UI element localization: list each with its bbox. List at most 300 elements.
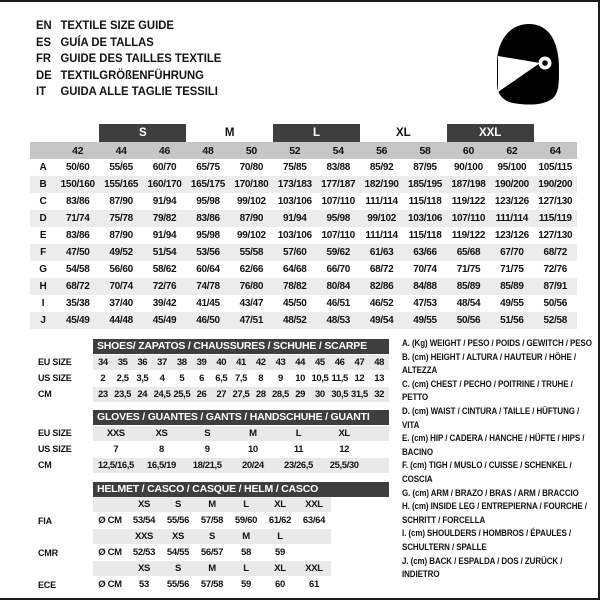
gloves-size-section [38, 410, 389, 473]
size-cell: 18/21,5 [192, 459, 222, 471]
helmet-size-band [93, 561, 331, 576]
measurement-cell: 41/45 [196, 298, 220, 309]
measurement-cell: 185/195 [408, 179, 443, 190]
size-cell: 9 [204, 443, 210, 455]
legend-item: G. (cm) ARM / BRAZO / BRAS / ARM / BRACCIO [402, 487, 579, 499]
size-cell: 7,5 [234, 372, 247, 384]
size-cell: 2,5 [116, 372, 129, 384]
measurement-cell: 87/90 [109, 230, 133, 241]
helmet-size-cell: 60 [275, 579, 285, 590]
measurement-cell: 65/75 [196, 162, 220, 173]
legend-item: I. (cm) SHOULDERS / HOMBROS / ÉPAULES / SCHULTERN / SPALLE [402, 528, 572, 553]
size-cell: 25,5 [173, 388, 191, 400]
helmet-logo-icon [492, 22, 564, 107]
helmet-size-label-row [38, 497, 389, 512]
helmet-size-cell: 53 [139, 579, 149, 590]
helmet-size-cell: 58 [241, 547, 251, 558]
language-title: GUIDA ALLE TAGLIE TESSILI [60, 84, 218, 99]
size-cell: 41 [236, 356, 246, 368]
size-cell: 32 [374, 388, 385, 400]
measurement-cell: 177/187 [321, 179, 356, 190]
helmet-size-label: XS [137, 499, 151, 510]
size-group-xl: XL [395, 127, 411, 139]
size-cell: 12,5/16,5 [97, 459, 134, 471]
size-cell: 25,5/30 [329, 459, 359, 471]
legend-item: J. (cm) BACK / ESPALDA / DOS / ZURÜCK / INDIETRO [402, 555, 563, 581]
row-letter: J [40, 315, 46, 326]
helmet-size-cell: 57/58 [200, 579, 224, 590]
row-label: US SIZE [38, 444, 72, 454]
helmet-size-label: XS [171, 531, 185, 542]
measurement-cell: 83/86 [196, 213, 220, 224]
language-line [36, 34, 221, 51]
language-header [36, 17, 221, 100]
legend-item: B. (cm) HEIGHT / ALTURA / HAUTEUR / HÖHE / ALTEZZA [402, 351, 576, 377]
language-code: FR [36, 51, 52, 66]
size-cell: 24,5 [153, 388, 171, 400]
size-col-header: 42 [72, 144, 84, 157]
measurement-cell: 68/72 [65, 281, 90, 292]
size-cell: 23/26,5 [284, 459, 313, 471]
measurement-cell: 115/119 [538, 213, 572, 224]
measurement-cell: 119/122 [451, 230, 486, 241]
size-cell: 36 [137, 356, 148, 368]
measurement-cell: 111/114 [495, 213, 529, 224]
measurement-cell: 84/88 [413, 281, 437, 292]
size-col-header: 50 [245, 144, 257, 157]
measurement-cell: 57/60 [283, 247, 307, 258]
measurement-cell: 87/90 [109, 196, 133, 207]
size-row [38, 457, 389, 473]
helmet-size-label: XXS [134, 531, 154, 542]
row-label: CM [38, 460, 52, 470]
measurement-cell: 45/49 [152, 315, 177, 326]
helmet-size-cell: 56/57 [200, 547, 224, 558]
measurement-cell: 190/200 [538, 179, 573, 190]
size-cell: 24 [137, 388, 148, 400]
size-cell: 39 [196, 356, 207, 368]
size-cell: 16,5/19 [147, 459, 176, 471]
measurement-cell: 55/58 [239, 247, 264, 258]
measurement-cell: 127/130 [538, 230, 573, 241]
helmet-size-cell: 57/58 [200, 515, 224, 526]
helmet-size-cell: 55/56 [166, 579, 190, 590]
row-letter: I [41, 298, 45, 309]
measurement-row [30, 244, 577, 261]
measurement-cell: 85/89 [456, 281, 481, 292]
row-letter: E [39, 230, 47, 241]
helmet-size-label-row [38, 529, 389, 544]
measurement-cell: 182/190 [364, 179, 399, 190]
helmet-size-cell: 53/54 [132, 515, 156, 526]
size-col-header: 52 [289, 144, 301, 157]
measurement-cell: 60/70 [152, 162, 177, 173]
row-cells [93, 371, 389, 386]
measurement-cell: 87/90 [239, 213, 264, 224]
measurement-cell: 37/40 [109, 298, 133, 309]
size-cell: 4 [159, 372, 165, 384]
measurement-cell: 49/55 [413, 315, 437, 326]
measurement-cell: 91/94 [283, 213, 307, 224]
size-header-row [30, 142, 577, 159]
size-cell: 28,5 [272, 388, 289, 400]
legend-item: H. (cm) INSIDE LEG / ENTREPIERNA / FOURCHE / SCHRITT / FORCELLA [402, 501, 587, 526]
language-title: TEXTILGRÖßENFÜHRUNG [60, 67, 204, 82]
helmet-size-cell: 52/53 [132, 547, 156, 558]
row-cells [93, 442, 367, 457]
textile-size-table [30, 123, 577, 329]
size-col-header: 62 [506, 144, 518, 157]
measurement-cell: 107/110 [321, 196, 355, 207]
measurement-row [30, 176, 577, 193]
measurement-cell: 85/92 [369, 162, 394, 173]
measurement-cell: 87/95 [413, 162, 437, 173]
measurement-cell: 99/102 [236, 196, 266, 207]
size-cell: 13 [374, 372, 385, 384]
size-cell: 8 [159, 443, 164, 455]
measurement-cell: 47/51 [239, 315, 264, 326]
measurement-cell: 107/110 [321, 230, 355, 241]
measurement-cell: 50/56 [456, 315, 481, 326]
measurement-cell: 47/50 [65, 247, 90, 258]
measurement-cell: 173/183 [277, 179, 312, 190]
row-letter: B [39, 179, 47, 190]
measurement-cell: 56/60 [109, 264, 133, 275]
measurement-cell: 95/98 [326, 213, 350, 224]
helmet-size-cell: 63/64 [302, 515, 326, 526]
measurement-row [30, 312, 577, 329]
row-letter: H [39, 281, 47, 292]
measurement-cell: 71/75 [500, 264, 524, 275]
size-cell: 34 [97, 356, 108, 368]
size-cell: 6 [199, 372, 204, 384]
size-cell: 42 [255, 356, 266, 368]
measurement-cell: 83/88 [326, 162, 350, 173]
row-cells [93, 387, 389, 402]
language-line [36, 50, 221, 67]
helmet-value-row [38, 576, 389, 593]
size-cell: 23,5 [114, 388, 132, 400]
helmet-size-label: M [208, 499, 216, 510]
measurement-cell: 155/165 [104, 179, 139, 190]
measurement-cell: 103/106 [277, 230, 312, 241]
helmet-size-label: M [208, 563, 216, 574]
measurement-cell: 187/198 [451, 179, 486, 190]
measurement-cell: 87/91 [543, 281, 568, 292]
size-col-header: 60 [462, 144, 474, 157]
measurement-cell: 59/62 [326, 247, 350, 258]
helmet-value-row [38, 544, 389, 561]
size-row [38, 354, 389, 370]
row-label: EU SIZE [38, 428, 72, 438]
size-cell: S [204, 427, 211, 439]
legend-item: E. (cm) HIP / CADERA / HANCHE / HÜFTE / HIPS / BACINO [402, 433, 585, 458]
gloves-section-title: GLOVES / GUANTES / GANTS / HANDSCHUHE / GUANTI [93, 410, 389, 425]
measurement-cell: 83/86 [65, 196, 90, 207]
size-cell: 11 [293, 443, 304, 455]
measurement-row [30, 193, 577, 210]
measurement-cell: 107/110 [451, 213, 486, 224]
standard-label: FIA [38, 515, 52, 526]
helmet-size-cell: 61/62 [268, 515, 292, 526]
language-line [36, 67, 221, 84]
helmet-size-band [93, 497, 331, 512]
helmet-size-label: XL [274, 499, 286, 510]
measurement-cell: 50/60 [65, 162, 90, 173]
row-band [93, 387, 389, 402]
measurement-cell: 99/102 [367, 213, 397, 224]
measurement-cell: 111/114 [365, 230, 398, 241]
helmet-size-label: L [277, 531, 283, 542]
helmet-size-cell: 61 [309, 579, 319, 590]
measurement-cell: 150/160 [60, 179, 95, 190]
size-col-header: 46 [158, 144, 171, 157]
size-cell: 7 [113, 443, 119, 455]
size-cell: 35 [117, 356, 128, 368]
measurement-cell: 71/75 [456, 264, 481, 275]
language-code: EN [36, 18, 52, 33]
row-letter: G [39, 264, 47, 275]
size-cell: 44 [295, 356, 306, 368]
row-band [93, 371, 389, 386]
measurement-cell: 70/74 [413, 264, 437, 275]
helmet-size-label: S [174, 499, 182, 510]
helmet-size-band [93, 529, 331, 544]
measurement-cell: 49/52 [109, 247, 133, 258]
size-row [38, 370, 389, 386]
measurement-cell: 68/72 [543, 247, 568, 258]
helmet-size-label: S [208, 531, 216, 542]
size-cell: 5 [179, 372, 185, 384]
size-cell: 30,5 [331, 388, 349, 400]
unit-cell: Ø CM [98, 547, 122, 558]
measurement-cell: 115/118 [408, 230, 442, 241]
helmet-value-row [38, 512, 389, 529]
row-letter: A [39, 162, 47, 173]
measurement-cell: 45/49 [65, 315, 90, 326]
size-cell: XS [155, 427, 168, 439]
measurement-cell: 70/74 [109, 281, 133, 292]
helmet-size-label: L [243, 563, 249, 574]
measurement-cell: 82/86 [369, 281, 394, 292]
size-cell: 46 [334, 356, 345, 368]
measurement-cell: 95/100 [497, 162, 527, 173]
size-cell: XL [338, 427, 350, 439]
measurement-cell: 67/70 [500, 247, 524, 258]
measurement-cell: 39/42 [152, 298, 177, 309]
measurement-row [30, 227, 577, 244]
helmet-section-title: HELMET / CASCO / CASQUE / HELM / CASCO [93, 482, 389, 497]
helmet-size-cell: 55/56 [166, 515, 190, 526]
measurement-cell: 160/170 [147, 179, 182, 190]
measurement-row [30, 261, 577, 278]
helmet-size-cell: 59 [241, 579, 251, 590]
measurement-cell: 66/70 [326, 264, 350, 275]
measurement-row [30, 159, 577, 176]
size-cell: 20/24 [241, 459, 264, 471]
helmet-size-label: S [174, 563, 182, 574]
helmet-values [93, 576, 331, 593]
measurement-cell: 79/82 [152, 213, 177, 224]
measurement-cell: 99/102 [236, 230, 266, 241]
measurement-cell: 85/89 [500, 281, 524, 292]
size-cell: 40 [216, 356, 227, 368]
size-cell: XXS [106, 427, 125, 439]
measurement-cell: 43/47 [239, 298, 264, 309]
measurement-cell: 95/98 [196, 230, 220, 241]
measurement-cell: 46/51 [326, 298, 350, 309]
size-cell: 11,5 [331, 372, 348, 384]
size-cell: 10,5 [311, 372, 329, 384]
size-cell: 30 [315, 388, 325, 400]
size-cell: 38 [176, 356, 187, 368]
row-band [93, 426, 389, 441]
size-col-header: 58 [419, 144, 431, 157]
measurement-cell: 58/62 [152, 264, 177, 275]
measurement-cell: 80/84 [326, 281, 350, 292]
size-group-l: L [273, 124, 360, 142]
row-label: CM [38, 389, 52, 399]
helmet-values [93, 512, 331, 529]
row-label: US SIZE [38, 373, 72, 383]
row-band [93, 355, 389, 370]
row-cells [93, 458, 367, 473]
measurement-cell: 46/50 [196, 315, 220, 326]
measurement-cell: 52/58 [543, 315, 568, 326]
row-letter: D [39, 213, 47, 224]
size-cell: 3,5 [136, 372, 149, 384]
language-title: TEXTILE SIZE GUIDE [60, 18, 174, 33]
measurement-cell: 83/86 [65, 230, 90, 241]
size-col-header: 48 [202, 144, 214, 157]
size-col-header: 44 [115, 144, 127, 157]
helmet-size-cell: 54/55 [166, 547, 190, 558]
measurement-cell: 44/48 [109, 315, 133, 326]
size-col-header: 64 [549, 144, 561, 157]
size-row [38, 425, 389, 441]
measurement-row [30, 295, 577, 312]
measurement-cell: 47/53 [413, 298, 437, 309]
measurement-cell: 111/114 [365, 196, 398, 207]
helmet-size-label: XS [137, 563, 151, 574]
measurement-cell: 48/54 [456, 298, 481, 309]
measurement-cell: 115/118 [408, 196, 442, 207]
row-label: EU SIZE [38, 357, 72, 367]
size-cell: 12 [339, 443, 350, 455]
helmet-size-label: XL [274, 563, 286, 574]
size-col-header: 56 [376, 144, 388, 157]
legend-item: C. (cm) CHEST / PECHO / POITRINE / TRUHE / PETTO [402, 378, 573, 404]
measurement-cell: 60/64 [196, 264, 220, 275]
legend-item: A. (Kg) WEIGHT / PESO / POIDS / GEWITCH / PESO [402, 338, 592, 349]
measurement-cell: 165/175 [190, 179, 225, 190]
measurement-cell: 51/54 [152, 247, 177, 258]
measurement-cell: 75/78 [109, 213, 133, 224]
measurement-cell: 127/130 [538, 196, 573, 207]
size-cell: M [249, 427, 257, 439]
size-cell: 27,5 [232, 388, 250, 400]
size-cell: 23 [97, 388, 108, 400]
row-cells [93, 426, 367, 441]
measurement-cell: 53/56 [196, 247, 220, 258]
language-code: DE [36, 67, 52, 82]
size-cell: 8 [258, 372, 264, 384]
unit-cell: Ø CM [98, 579, 122, 590]
size-row [38, 441, 389, 457]
size-cell: 9 [278, 372, 283, 384]
measurement-cell: 72/76 [543, 264, 568, 275]
measurement-cell: 54/58 [65, 264, 90, 275]
size-group-s: S [99, 124, 186, 142]
helmet-size-label-row [38, 561, 389, 576]
measurement-cell: 35/38 [65, 298, 90, 309]
measurement-cell: 48/53 [326, 315, 350, 326]
measurement-cell: 103/106 [408, 213, 443, 224]
measurement-cell: 72/76 [152, 281, 177, 292]
measurement-cell: 64/68 [283, 264, 307, 275]
helmet-values [93, 544, 331, 561]
measurement-legend [402, 337, 594, 582]
size-cell: 10 [247, 443, 258, 455]
measurement-cell: 49/54 [369, 315, 394, 326]
measurement-cell: 61/63 [369, 247, 394, 258]
measurement-cell: 170/180 [234, 179, 269, 190]
language-code: ES [36, 34, 52, 49]
measurement-cell: 123/126 [494, 196, 529, 207]
measurement-cell: 90/100 [454, 162, 483, 173]
shoes-size-section [38, 339, 389, 402]
row-band [93, 458, 389, 473]
row-letter: F [40, 247, 46, 258]
measurement-cell: 103/106 [277, 196, 312, 207]
measurement-cell: 48/52 [283, 315, 307, 326]
measurement-cell: 50/56 [543, 298, 568, 309]
size-group-row [30, 123, 577, 142]
measurement-cell: 63/66 [413, 247, 437, 258]
measurement-cell: 123/126 [494, 230, 529, 241]
size-cell: 47 [354, 356, 365, 368]
helmet-size-label: XXL [305, 563, 323, 574]
size-cell: L [295, 427, 302, 439]
size-col-header: 54 [332, 144, 344, 157]
legend-item: F. (cm) TIGH / MUSLO / CUISSE / SCHENKEL / COSCIA [402, 460, 572, 485]
helmet-size-label: L [243, 499, 249, 510]
measurement-cell: 95/98 [196, 196, 220, 207]
measurement-cell: 62/66 [239, 264, 264, 275]
size-cell: 2 [100, 372, 106, 384]
helmet-size-cell: 59/60 [234, 515, 258, 526]
measurement-cell: 76/80 [239, 281, 264, 292]
row-band [93, 442, 389, 457]
measurement-cell: 45/50 [283, 298, 307, 309]
size-group-m: M [224, 127, 235, 139]
standard-label: CMR [38, 547, 58, 558]
measurement-cell: 91/94 [152, 196, 177, 207]
measurement-cell: 190/200 [494, 179, 529, 190]
helmet-size-label: XXL [305, 499, 323, 510]
language-title: GUIDE DES TAILLES TEXTILE [60, 51, 222, 66]
size-cell: 10 [295, 372, 306, 384]
measurement-cell: 74/78 [196, 281, 220, 292]
size-cell: 45 [315, 356, 325, 368]
shoes-section-title: SHOES/ ZAPATOS / CHAUSSURES / SCHUHE / SCARPE [93, 339, 389, 354]
measurement-cell: 51/56 [500, 315, 524, 326]
measurement-row [30, 278, 577, 295]
language-line [36, 17, 221, 34]
measurement-cell: 49/55 [500, 298, 524, 309]
size-cell: 29 [295, 388, 306, 400]
measurement-row [30, 210, 577, 227]
